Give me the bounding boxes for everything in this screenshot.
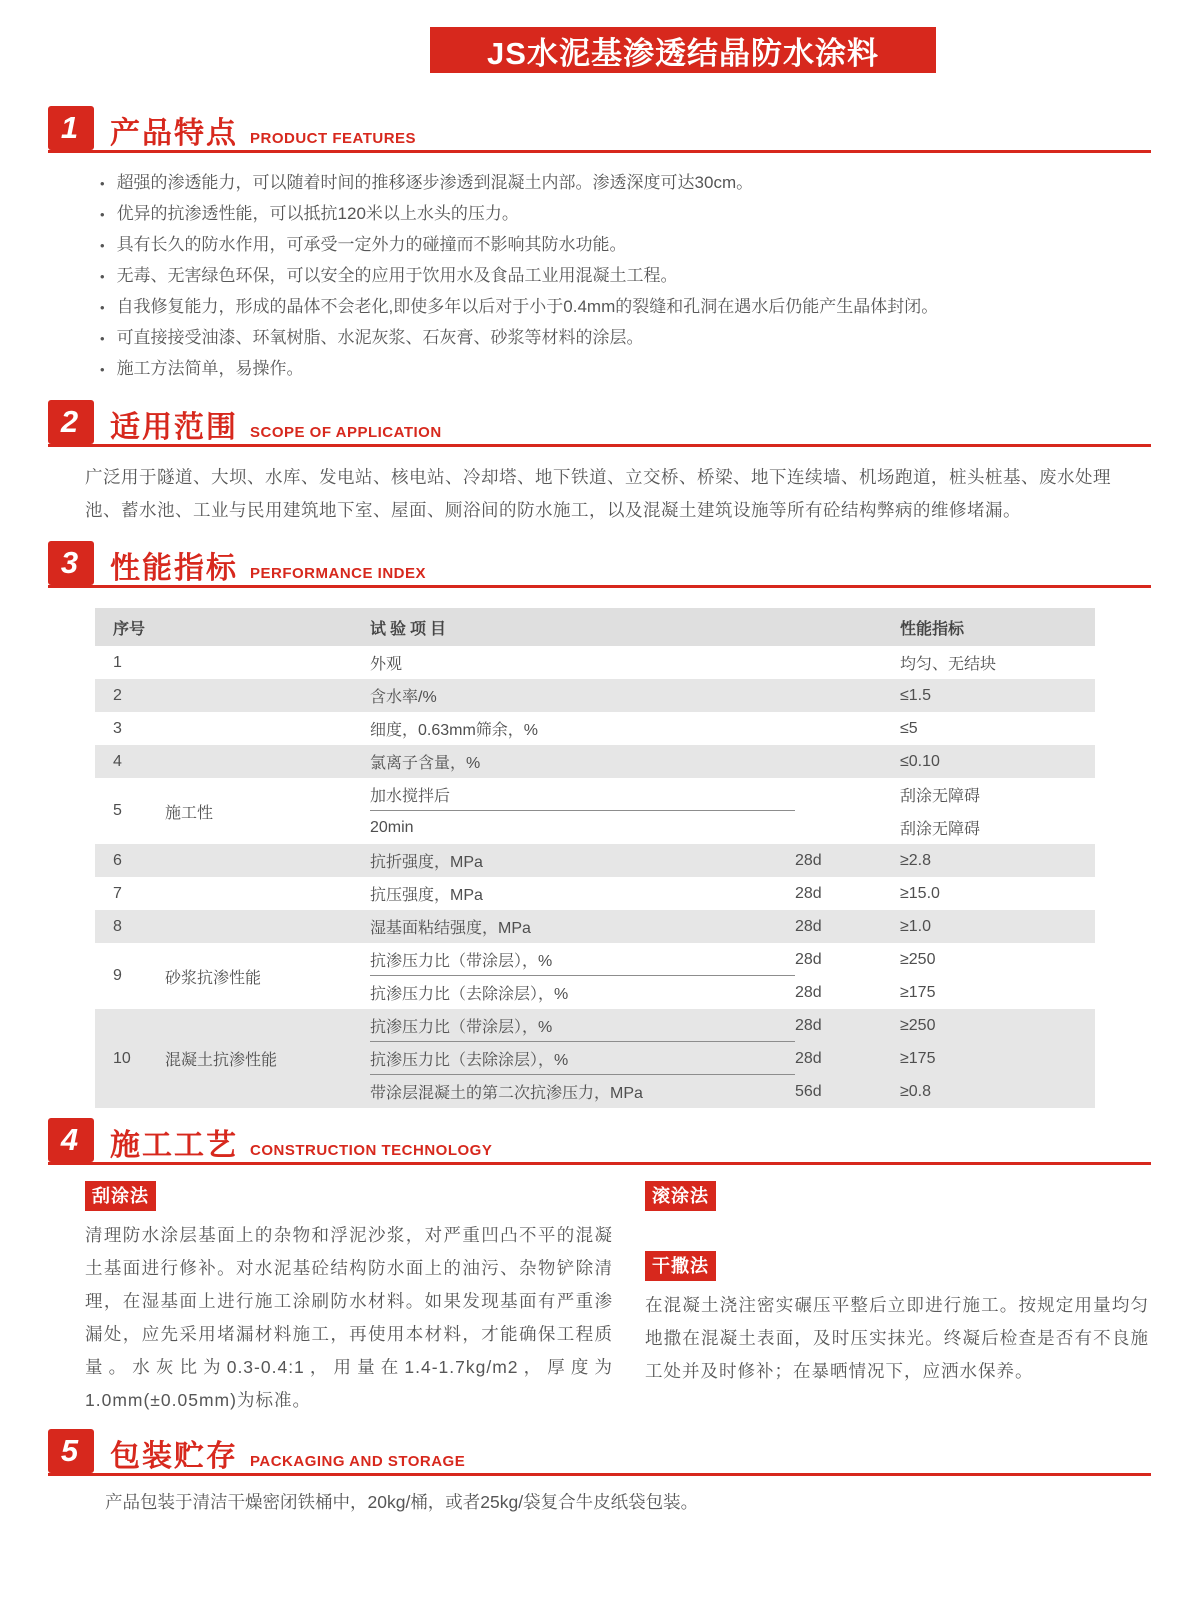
test-age bbox=[795, 778, 900, 811]
row-number: 4 bbox=[113, 752, 122, 770]
row-group bbox=[165, 745, 370, 778]
feature-text: 无毒、无害绿色环保，可以安全的应用于饮用水及食品工业用混凝土工程。 bbox=[116, 266, 678, 285]
feature-item bbox=[100, 297, 1149, 318]
row-group bbox=[165, 844, 370, 877]
section-subtitle: PRODUCT FEATURES bbox=[250, 130, 417, 147]
row-number: 10 bbox=[113, 1049, 131, 1067]
table-subrow bbox=[370, 943, 1095, 976]
row-group bbox=[165, 679, 370, 712]
row-number: 5 bbox=[113, 802, 122, 819]
test-item: 细度，0.63mm筛余，% bbox=[370, 722, 539, 739]
test-item: 带涂层混凝土的第二次抗渗压力，MPa bbox=[370, 1085, 643, 1102]
row-number: 9 bbox=[113, 967, 122, 984]
row-number: 7 bbox=[113, 884, 122, 902]
test-item: 抗压强度，MPa bbox=[370, 887, 483, 904]
table-row bbox=[95, 712, 1095, 745]
method-badge-dry: 干撒法 bbox=[645, 1251, 716, 1281]
test-item: 外观 bbox=[370, 656, 403, 673]
row-items bbox=[370, 712, 1095, 745]
section-title: 性能指标 bbox=[110, 552, 238, 585]
test-age: 28d bbox=[795, 1016, 822, 1034]
table-row bbox=[95, 877, 1095, 910]
row-group: 混凝土抗渗性能 bbox=[165, 1052, 278, 1069]
table-row bbox=[95, 910, 1095, 943]
index-value: 刮涂无障碍 bbox=[900, 788, 981, 805]
construction-methods bbox=[85, 1181, 1149, 1417]
feature-text: 具有长久的防水作用，可承受一定外力的碰撞而不影响其防水功能。 bbox=[116, 235, 627, 254]
method-column-right bbox=[645, 1181, 1149, 1417]
section-title: 施工工艺 bbox=[110, 1129, 238, 1162]
test-item: 加水搅拌后 bbox=[370, 778, 795, 811]
section-header-performance bbox=[48, 541, 1151, 588]
table-header-item: 试验项目 bbox=[370, 620, 451, 638]
index-value: ≥2.8 bbox=[900, 851, 932, 869]
row-number: 1 bbox=[113, 653, 122, 671]
row-items bbox=[370, 778, 1095, 844]
test-age bbox=[795, 679, 900, 712]
section-subtitle: PACKAGING AND STORAGE bbox=[250, 1453, 466, 1470]
title-banner: JS水泥基渗透结晶防水涂料 bbox=[430, 27, 936, 73]
test-age: 28d bbox=[795, 1049, 822, 1067]
row-items bbox=[370, 877, 1095, 910]
row-items bbox=[370, 745, 1095, 778]
section-subtitle: PERFORMANCE INDEX bbox=[250, 565, 427, 582]
test-item: 抗渗压力比（去除涂层），% bbox=[370, 1042, 795, 1075]
feature-text: 优异的抗渗透性能，可以抵抗120米以上水头的压力。 bbox=[116, 204, 519, 223]
test-item: 湿基面粘结强度，MPa bbox=[370, 920, 531, 937]
section-header-construction bbox=[48, 1118, 1151, 1165]
table-subrow bbox=[370, 877, 1095, 910]
test-age bbox=[795, 745, 900, 778]
bullet-icon: • bbox=[100, 176, 105, 191]
section-subtitle: SCOPE OF APPLICATION bbox=[250, 424, 442, 441]
feature-text: 超强的渗透能力，可以随着时间的推移逐步渗透到混凝土内部。渗透深度可达30cm。 bbox=[116, 173, 754, 192]
index-value: ≥0.8 bbox=[900, 1082, 932, 1100]
section-number: 2 bbox=[48, 400, 94, 444]
index-value: ≤0.10 bbox=[900, 752, 940, 770]
row-number: 2 bbox=[113, 686, 122, 704]
section-number: 1 bbox=[48, 106, 94, 150]
section-title: 产品特点 bbox=[110, 117, 238, 150]
section-title: 适用范围 bbox=[110, 411, 238, 444]
table-subrow bbox=[370, 910, 1095, 943]
table-subrow bbox=[370, 1075, 1095, 1108]
table-header-no: 序号 bbox=[113, 620, 146, 638]
table-row bbox=[95, 943, 1095, 1009]
feature-item bbox=[100, 328, 1149, 349]
index-value: ≥250 bbox=[900, 950, 936, 968]
test-item: 抗折强度，MPa bbox=[370, 854, 483, 871]
row-items bbox=[370, 679, 1095, 712]
row-items bbox=[370, 910, 1095, 943]
table-row bbox=[95, 844, 1095, 877]
table-subrow bbox=[370, 976, 1095, 1009]
feature-item bbox=[100, 359, 1149, 380]
row-items bbox=[370, 646, 1095, 679]
test-age bbox=[795, 712, 900, 745]
test-age bbox=[795, 811, 900, 844]
index-value: 均匀、无结块 bbox=[900, 656, 997, 673]
test-item: 20min bbox=[370, 818, 414, 836]
table-subrow bbox=[370, 1009, 1095, 1042]
row-items bbox=[370, 943, 1095, 1009]
index-value: ≤5 bbox=[900, 719, 918, 737]
index-value: 刮涂无障碍 bbox=[900, 821, 981, 838]
row-number: 6 bbox=[113, 851, 122, 869]
index-value: ≥175 bbox=[900, 1049, 936, 1067]
feature-text: 施工方法简单，易操作。 bbox=[116, 359, 304, 378]
index-value: ≥175 bbox=[900, 983, 936, 1001]
table-header-row bbox=[95, 608, 1095, 646]
row-group: 施工性 bbox=[165, 804, 214, 822]
test-item: 抗渗压力比（去除涂层），% bbox=[370, 986, 569, 1003]
index-value: ≥1.0 bbox=[900, 917, 932, 935]
feature-item bbox=[100, 266, 1149, 287]
bullet-icon: • bbox=[100, 300, 105, 315]
section-header-product-features bbox=[48, 106, 1151, 153]
test-age: 28d bbox=[795, 917, 822, 935]
index-value: ≤1.5 bbox=[900, 686, 932, 704]
method-badge-roll: 滚涂法 bbox=[645, 1181, 716, 1211]
row-group: 砂浆抗渗性能 bbox=[165, 969, 262, 987]
bullet-icon: • bbox=[100, 207, 105, 222]
section-title: 包装贮存 bbox=[110, 1440, 238, 1473]
method-text-scrape: 清理防水涂层基面上的杂物和浮泥沙浆，对严重凹凸不平的混凝土基面进行修补。对水泥基砼结构防水面上的油污、杂物铲除清理，在湿基面上进行施工涂刷防水材料。如果发现基面有严重渗漏处，应先采用堵漏材料施工，再使用本材料，才能确保工程质量。水灰比为0.3-0.4:1，用量在1.4-1.7kg/m2，厚度为1.0mm(±0.05mm)为标准。 bbox=[85, 1225, 613, 1410]
test-age: 56d bbox=[795, 1082, 822, 1100]
test-item: 抗渗压力比（带涂层），% bbox=[370, 943, 795, 976]
bullet-icon: • bbox=[100, 269, 105, 284]
table-subrow bbox=[370, 712, 1095, 745]
table-row bbox=[95, 679, 1095, 712]
performance-table bbox=[95, 608, 1095, 1108]
feature-item bbox=[100, 173, 1149, 194]
section-number: 5 bbox=[48, 1429, 94, 1473]
table-row bbox=[95, 778, 1095, 844]
test-item: 抗渗压力比（带涂层），% bbox=[370, 1009, 795, 1042]
table-row bbox=[95, 1009, 1095, 1108]
test-age bbox=[795, 646, 900, 679]
bullet-icon: • bbox=[100, 331, 105, 346]
bullet-icon: • bbox=[100, 238, 105, 253]
method-text-dry: 在混凝土浇注密实碾压平整后立即进行施工。按规定用量均匀地撒在混凝土表面，及时压实抹光。终凝后检查是否有不良施工处并及时修补；在暴晒情况下，应洒水保养。 bbox=[645, 1295, 1149, 1381]
row-group bbox=[165, 877, 370, 910]
test-age: 28d bbox=[795, 983, 822, 1001]
feature-item bbox=[100, 235, 1149, 256]
table-subrow bbox=[370, 646, 1095, 679]
index-value: ≥250 bbox=[900, 1016, 936, 1034]
section-subtitle: CONSTRUCTION TECHNOLOGY bbox=[250, 1142, 493, 1159]
row-items bbox=[370, 844, 1095, 877]
packaging-paragraph: 产品包装于清洁干燥密闭铁桶中，20kg/桶，或者25kg/袋复合牛皮纸袋包装。 bbox=[105, 1492, 699, 1512]
row-items bbox=[370, 1009, 1095, 1108]
table-subrow bbox=[370, 844, 1095, 877]
row-group bbox=[165, 910, 370, 943]
table-subrow bbox=[370, 1042, 1095, 1075]
bullet-icon: • bbox=[100, 362, 105, 377]
table-subrow bbox=[370, 778, 1095, 811]
table-subrow bbox=[370, 811, 1095, 844]
row-group bbox=[165, 712, 370, 745]
method-column-left bbox=[85, 1181, 613, 1417]
test-age: 28d bbox=[795, 851, 822, 869]
table-row bbox=[95, 745, 1095, 778]
method-badge-scrape: 刮涂法 bbox=[85, 1181, 156, 1211]
test-age: 28d bbox=[795, 950, 822, 968]
row-number: 8 bbox=[113, 917, 122, 935]
feature-item bbox=[100, 204, 1149, 225]
table-subrow bbox=[370, 745, 1095, 778]
features-list bbox=[100, 173, 1149, 380]
section-number: 4 bbox=[48, 1118, 94, 1162]
section-number: 3 bbox=[48, 541, 94, 585]
test-age: 28d bbox=[795, 884, 822, 902]
section-header-scope bbox=[48, 400, 1151, 447]
row-number: 3 bbox=[113, 719, 122, 737]
table-subrow bbox=[370, 679, 1095, 712]
test-item: 含水率/% bbox=[370, 689, 437, 706]
table-body bbox=[95, 646, 1095, 1108]
feature-text: 可直接接受油漆、环氧树脂、水泥灰浆、石灰膏、砂浆等材料的涂层。 bbox=[116, 328, 644, 347]
section-header-packaging bbox=[48, 1429, 1151, 1476]
index-value: ≥15.0 bbox=[900, 884, 940, 902]
row-group bbox=[165, 646, 370, 679]
test-item: 氯离子含量，% bbox=[370, 755, 481, 772]
scope-paragraph: 广泛用于隧道、大坝、水库、发电站、核电站、冷却塔、地下铁道、立交桥、桥梁、地下连续墙、机场跑道，桩头桩基、废水处理池、蓄水池、工业与民用建筑地下室、屋面、厕浴间的防水施工，以及混凝土建筑设施等所有砼结构弊病的维修堵漏。 bbox=[85, 467, 1111, 520]
feature-text: 自我修复能力，形成的晶体不会老化,即使多年以后对于小于0.4mm的裂缝和孔洞在遇水后仍能产生晶体封闭。 bbox=[116, 297, 939, 316]
table-header-index: 性能指标 bbox=[900, 620, 965, 638]
table-row bbox=[95, 646, 1095, 679]
